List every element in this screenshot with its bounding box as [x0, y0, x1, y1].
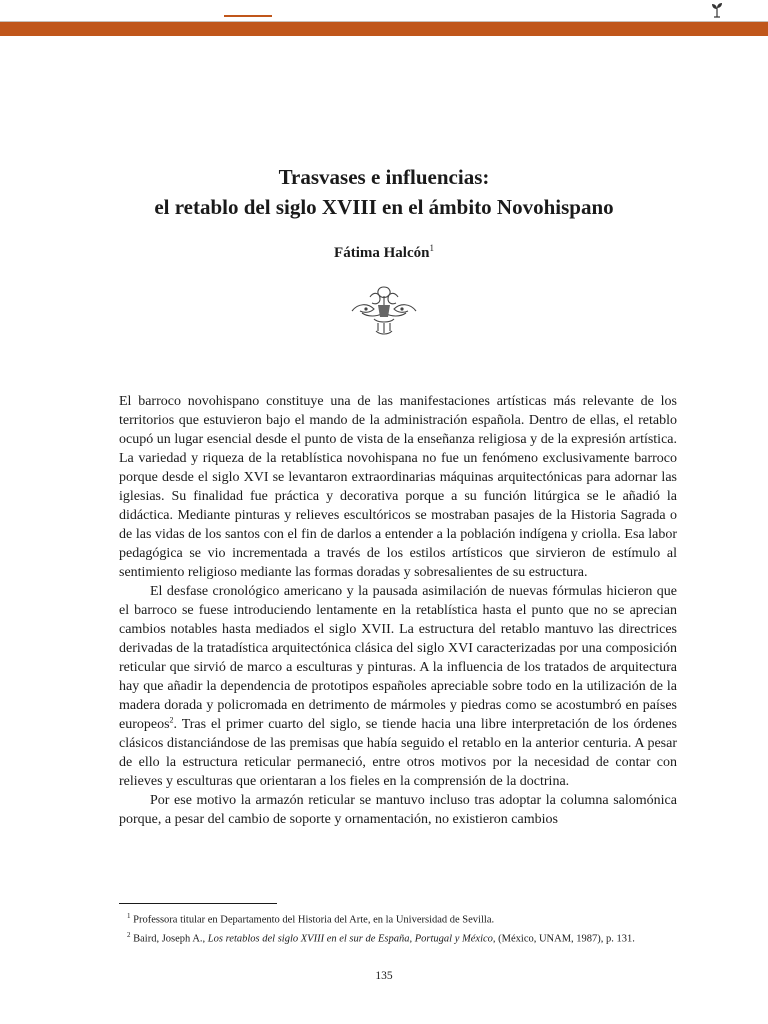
page-title-line1: Trasvases e influencias:	[278, 165, 490, 189]
header-band	[0, 22, 768, 36]
toolbar-link-underline[interactable]	[224, 15, 272, 17]
footnote-2-title: Los retablos del siglo XVIII en el sur de España, Portugal y México,	[207, 933, 496, 944]
footnote-2-pre: Baird, Joseph A.,	[130, 933, 208, 944]
author-footnote-marker: 1	[429, 243, 434, 253]
footnote-divider	[119, 903, 277, 904]
page-number: 135	[375, 970, 393, 982]
footnote-1	[127, 909, 687, 928]
footnote-1-text: Professora titular en Departamento del Historia del Arte, en la Universidad de Sevilla.	[130, 914, 495, 926]
author-name-text: Fátima Halcón	[334, 245, 430, 261]
plant-icon[interactable]	[708, 2, 726, 20]
paragraph-2	[119, 582, 677, 791]
ornament-flourish-icon	[348, 283, 420, 337]
footnote-marker-2: 2	[169, 715, 174, 725]
footnote-2	[127, 928, 687, 947]
footnote-1-number: 1	[127, 912, 131, 920]
top-toolbar	[0, 0, 768, 22]
footnote-2-post: (México, UNAM, 1987), p. 131.	[495, 933, 635, 944]
page-title-line2: el retablo del siglo XVIII en el ámbito Novohispano	[154, 195, 614, 219]
footnotes	[127, 909, 687, 946]
plant-icon-graphic	[710, 2, 724, 18]
paragraph-1: El barroco novohispano constituye una de las manifestaciones artísticas más relevante de los territorios que estuvieron bajo el mando de la administración española. Dentro de ellas, el retablo ocupó un lugar esencial desde el punto de vista de la enseñanza religiosa y de la expresión artística. La variedad y riqueza de la retablística novohispana no fue un fenómeno exclusivamente barroco porque desde el siglo XVI se levantaron extraordinarias máquinas arquitectónicas para adornar las iglesias. Su finalidad fue práctica y decorativa porque a su función litúrgica se le añadió la didáctica. Mediante pinturas y relieves escultóricos se mostraban pasajes de la Historia Sagrada o de las vidas de los santos con el fin de darlos a entender a la población indígena y criolla. Esa labor pedagógica se vio incrementada a través de los estilos artísticos que sirvieron de estímulo al sentimiento religioso mediante las formas doradas y sobresalientes de su estructura.	[119, 394, 677, 580]
article-body	[119, 392, 677, 829]
author-name	[0, 243, 768, 262]
paragraph-2-part-b: . Tras el primer cuarto del siglo, se tiende hacia una libre interpretación de los órdenes clásicos distanciándose de las premisas que había seguido el retablo en la anterior centuria. A pesar de ello la estructura reticular permaneció, entre otros motivos por la necesidad de contar con relieves y esculturas que orientaran a los fieles en la comprensión de la doctrina.	[119, 717, 677, 789]
paragraph-2-part-a: El desfase cronológico americano y la pausada asimilación de nuevas fórmulas hicieron que el barroco se fuese introduciendo lentamente en la retablística hasta el punto que no se aprecian cambios notables hasta mediados el siglo XVII. La estructura del retablo mantuvo las directrices derivadas de la tratadística arquitectónica clásica del siglo XVI caracterizadas por una composición reticular que sirvió de marco a esculturas y pinturas. A la influencia de los tratados de arquitectura hay que añadir la dependencia de prototipos españoles apreciable sobre todo en la utilización de la madera dorada y policromada en detrimento de mármoles y piedras como se acostumbró en países europeos	[119, 584, 677, 732]
paragraph-3: Por ese motivo la armazón reticular se mantuvo incluso tras adoptar la columna salomónica porque, a pesar del cambio de soporte y ornamentación, no existieron cambios	[119, 793, 677, 827]
footnote-2-number: 2	[127, 930, 131, 939]
